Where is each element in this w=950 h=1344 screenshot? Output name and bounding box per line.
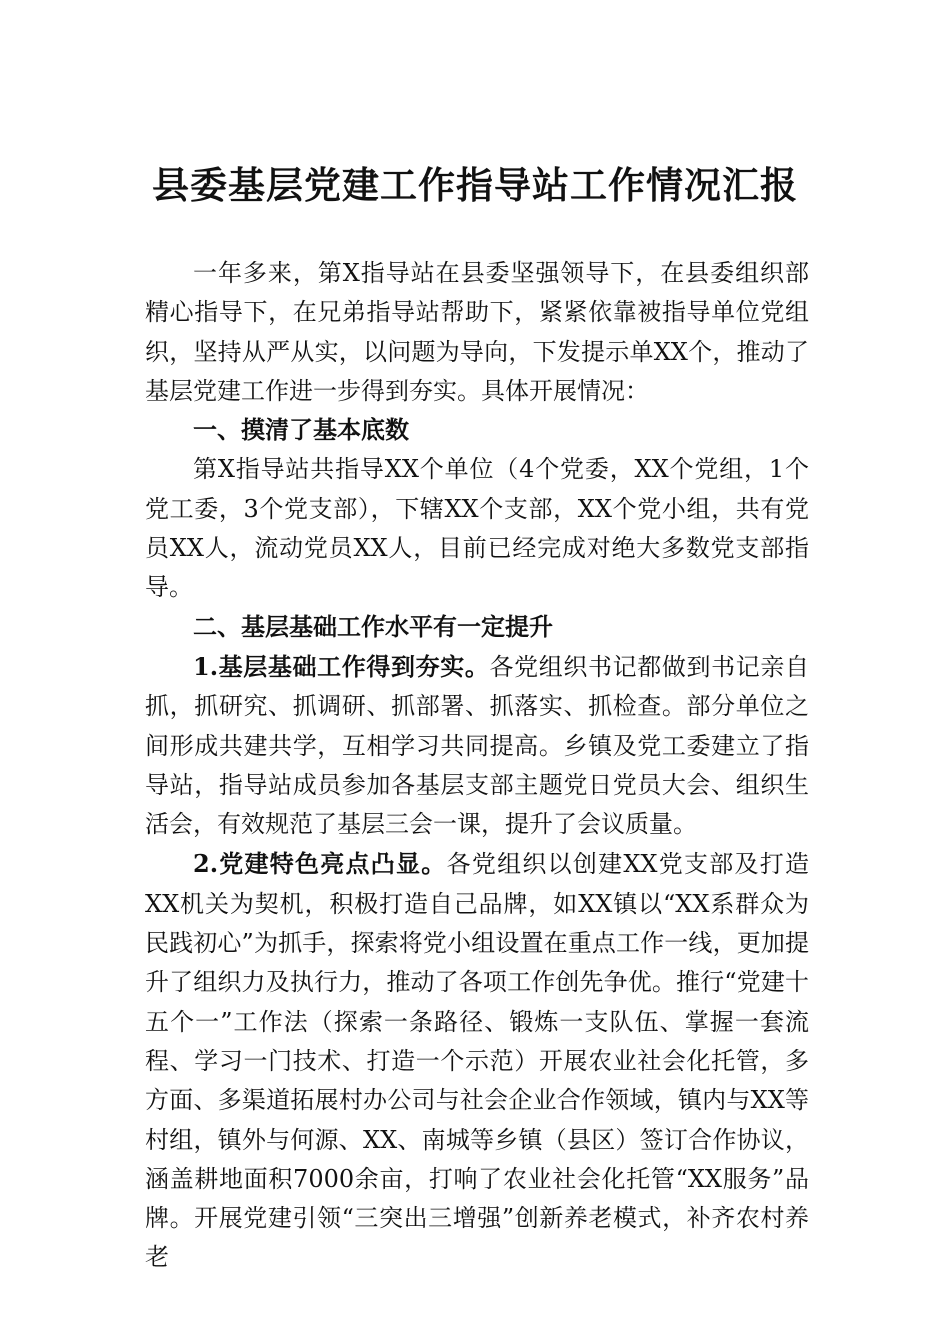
- item-1-body: 各党组织书记都做到书记亲自抓，抓研究、抓调研、抓部署、抓落实、抓检查。部分单位之间形成共建共学，互相学习共同提高。乡镇及党工委建立了指导站，指导站成员参加各基层支部主题党日党员大会、组织生活会，有效规范了基层三会一课，提升了会议质量。: [145, 652, 809, 839]
- document-title: 县委基层党建工作指导站工作情况汇报: [152, 163, 798, 207]
- section-2-item-2: [145, 844, 809, 1277]
- item-1-lead: 1.基层基础工作得到夯实。: [193, 651, 490, 681]
- item-2-lead: 2.党建特色亮点凸显。: [193, 849, 447, 879]
- section-1-paragraph: 第X指导站共指导XX个单位（4个党委，XX个党组，1个党工委，3个党支部），下辖XX个支部，XX个党小组，共有党员XX人，流动党员XX人，目前已经完成对绝大多数党支部指导。: [145, 455, 809, 602]
- item-2-body: 各党组织以创建XX党支部及打造XX机关为契机，积极打造自己品牌，如XX镇以“XX系群众为民践初心”为抓手，探索将党小组设置在重点工作一线，更加提升了组织力及执行力，推动了各项工作创先争优。推行“党建十五个一”工作法（探索一条路径、锻炼一支队伍、掌握一套流程、学习一门技术、打造一个示范）开展农业社会化托管，多方面、多渠道拓展村办公司与社会企业合作领域，镇内与XX等村组，镇外与何源、XX、南城等乡镇（县区）签订合作协议，涵盖耕地面积7000余亩，打响了农业社会化托管“XX服务”品牌。开展党建引领“三突出三增强”创新养老模式，补齐农村养老: [145, 850, 809, 1272]
- document-body: [145, 254, 809, 1278]
- section-2-heading: 二、基层基础工作水平有一定提升: [193, 612, 553, 641]
- intro-paragraph: 一年多来，第X指导站在县委坚强领导下，在县委组织部精心指导下，在兄弟指导站帮助下，紧紧依靠被指导单位党组织，坚持从严从实，以问题为导向，下发提示单XX个，推动了基层党建工作进一步得到夯实。具体开展情况：: [145, 259, 809, 405]
- section-1-heading: 一、摸清了基本底数: [193, 416, 409, 445]
- section-2-item-1: [145, 647, 809, 844]
